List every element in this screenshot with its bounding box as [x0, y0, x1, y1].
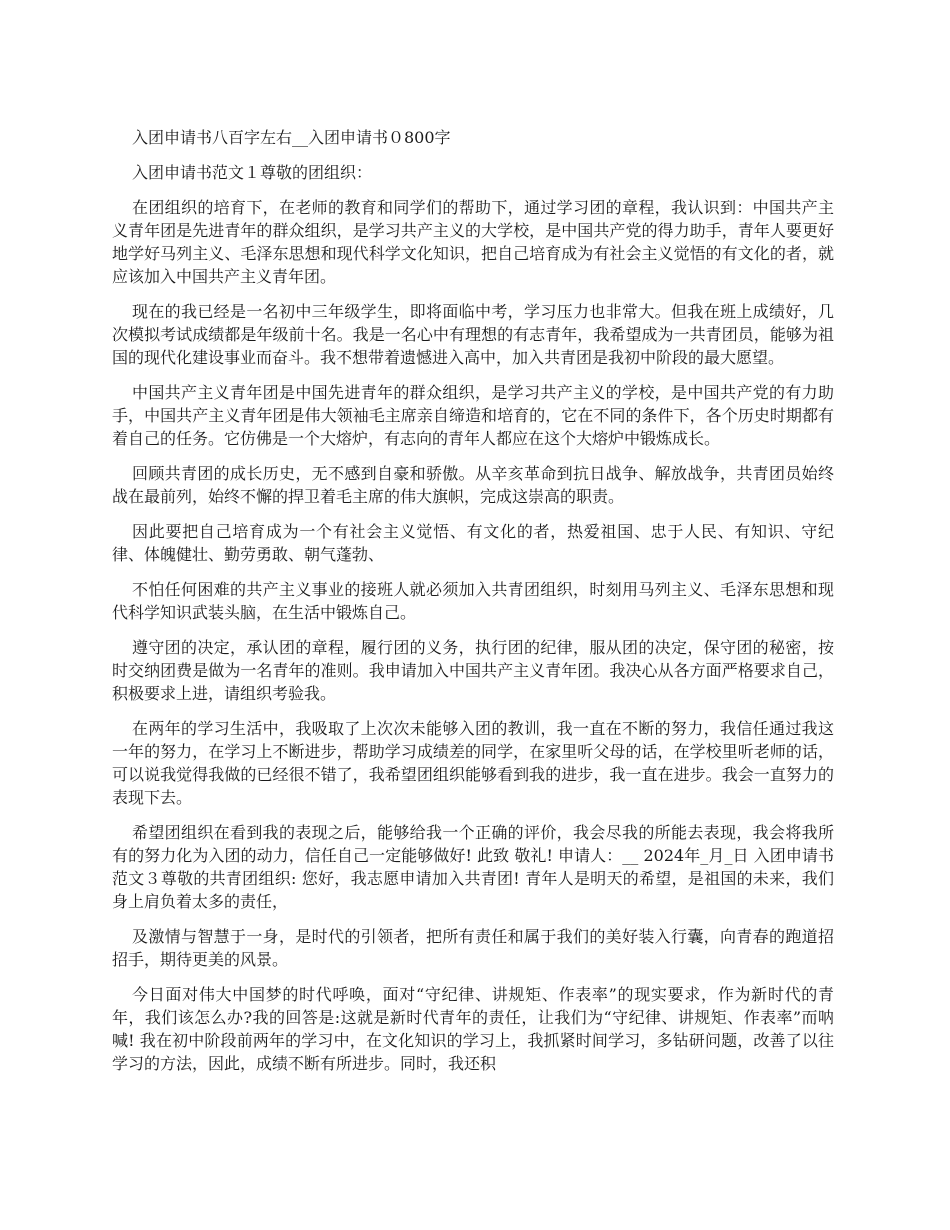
- document-title: 入团申请书八百字左右__入团申请书０800字: [132, 128, 451, 147]
- paragraph: 在团组织的培育下，在老师的教育和同学们的帮助下，通过学习团的章程，我认识到：中国共产主义青年团是先进青年的群众组织，是学习共产主义的大学校，是中国共产党的得力助手，青年人要更好地学好马列主义、毛泽东思想和现代科学文化知识，把自己培育成为有社会主义觉悟的有文化的者，就应该加入中国共产主义青年团。: [112, 198, 834, 286]
- paragraph: 今日面对伟大中国梦的时代呼唤，面对“守纪律、讲规矩、作表率”的现实要求，作为新时代的青年，我们该怎么办?我的回答是:这就是新时代青年的责任，让我们为“守纪律、讲规矩、作表率”而呐喊! 我在初中阶段前两年的学习中，在文化知识的学习上，我抓紧时间学习，多钻研问题，改善了以往学习的方法，因此，成绩不断有所进步。同时，我还积: [112, 985, 834, 1073]
- paragraph: 遵守团的决定，承认团的章程，履行团的义务，执行团的纪律，服从团的决定，保守团的秘密，按时交纳团费是做为一名青年的准则。我申请加入中国共产主义青年团。我决心从各方面严格要求自己，积极要求上进，请组织考验我。: [112, 638, 834, 703]
- paragraph: 不怕任何困难的共产主义事业的接班人就必须加入共青团组织，时刻用马列主义、毛泽东思想和现代科学知识武装头脑，在生活中锻炼自己。: [112, 580, 834, 622]
- paragraph: 现在的我已经是一名初中三年级学生，即将面临中考，学习压力也非常大。但我在班上成绩好，几次模拟考试成绩都是年级前十名。我是一名心中有理想的有志青年，我希望成为一共青团员，能够为祖国的现代化建设事业而奋斗。我不想带着遗憾进入高中，加入共青团是我初中阶段的最大愿望。: [112, 302, 834, 367]
- salutation: 入团申请书范文１尊敬的团组织：: [132, 163, 373, 182]
- paragraph: 因此要把自己培育成为一个有社会主义觉悟、有文化的者，热爱祖国、忠于人民、有知识、守纪律、体魄健壮、勤劳勇敢、朝气蓬勃、: [112, 522, 834, 564]
- paragraph: 在两年的学习生活中，我吸取了上次次未能够入团的教训，我一直在不断的努力，我信任通过我这一年的努力，在学习上不断进步，帮助学习成绩差的同学，在家里听父母的话，在学校里听老师的话，可以说我觉得我做的已经很不错了，我希望团组织能够看到我的进步，我一直在进步。我会一直努力的表现下去。: [112, 719, 834, 807]
- paragraph: 回顾共青团的成长历史，无不感到自豪和骄傲。从辛亥革命到抗日战争、解放战争，共青团员始终战在最前列，始终不懈的捍卫着毛主席的伟大旗帜，完成这崇高的职责。: [112, 464, 834, 506]
- paragraph: 及激情与智慧于一身，是时代的引领者，把所有责任和属于我们的美好装入行囊，向青春的跑道招招手，期待更美的风景。: [112, 927, 834, 969]
- paragraph: 中国共产主义青年团是中国先进青年的群众组织，是学习共产主义的学校，是中国共产党的有力助手，中国共产主义青年团是伟大领袖毛主席亲自缔造和培育的，它在不同的条件下，各个历史时期都有着自己的任务。它仿佛是一个大熔炉，有志向的青年人都应在这个大熔炉中锻炼成长。: [112, 383, 834, 448]
- paragraph: 希望团组织在看到我的表现之后，能够给我一个正确的评价，我会尽我的所能去表现，我会将我所有的努力化为入团的动力，信任自己一定能够做好! 此致 敬礼! 申请人：__ 2024年_月_日 入团申请书范文３尊敬的共青团组织: 您好，我志愿申请加入共青团! 青年人是明天的希望，是祖国的未来，我们身上肩负着太多的责任，: [112, 823, 834, 911]
- document-body: [112, 126, 834, 1087]
